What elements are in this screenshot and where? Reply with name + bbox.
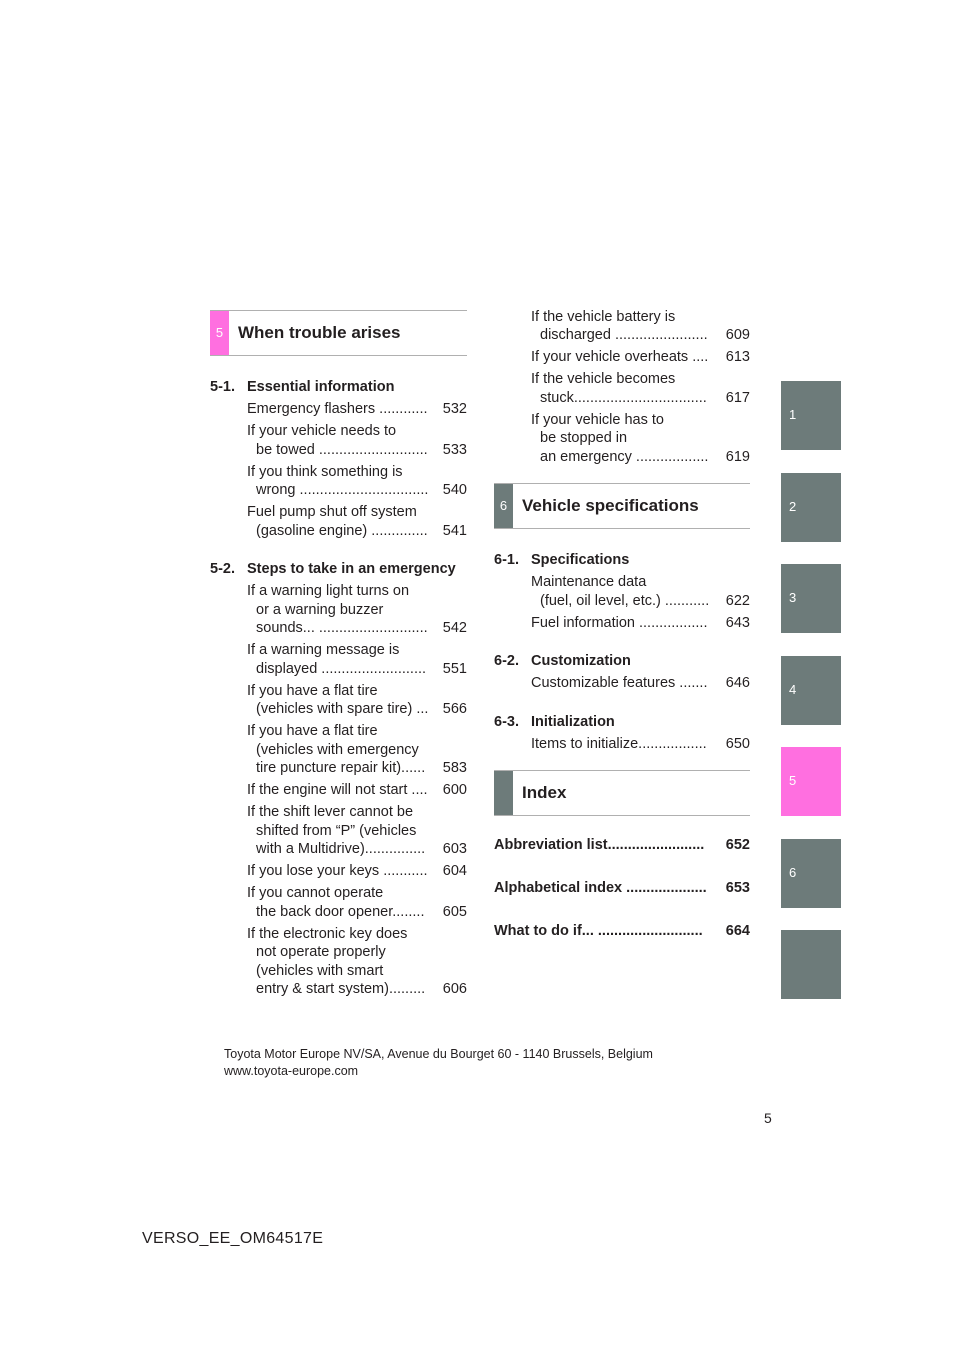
toc-entry-line: If the vehicle becomes	[531, 371, 676, 387]
toc-entry-text	[247, 862, 433, 881]
group-number: 6-1.	[494, 552, 519, 568]
toc-column-left	[210, 310, 467, 999]
section-title-6: Vehicle specifications	[522, 495, 699, 515]
chapter-tab[interactable]	[781, 930, 841, 999]
toc-entry[interactable]	[247, 722, 467, 778]
chapter-tab-label: 1	[789, 407, 797, 422]
index-entry[interactable]	[494, 922, 750, 941]
toc-entry[interactable]	[247, 884, 467, 921]
toc-group-5-1	[210, 378, 467, 540]
toc-group-5-2-continued	[494, 308, 750, 467]
toc-entry-line: If you think something is	[247, 463, 403, 480]
toc-entry-text	[531, 674, 716, 693]
toc-entry-line: Maintenance data	[531, 574, 647, 590]
group-title: Customization	[531, 653, 631, 669]
chapter-tab-label: 5	[789, 773, 797, 788]
chapter-tab-label: 6	[789, 864, 797, 880]
toc-entry-page: 643	[725, 614, 750, 631]
toc-entry-page: 551	[442, 660, 467, 677]
toc-entry-page: 650	[725, 735, 750, 752]
toc-entry-text	[247, 803, 433, 859]
toc-entry-page: 566	[442, 701, 467, 717]
group-number: 5-1.	[210, 379, 235, 395]
group-heading	[494, 551, 750, 570]
toc-entry-text	[247, 503, 433, 540]
publisher-website[interactable]: www.toyota-europe.com	[224, 1064, 359, 1078]
toc-entry-line: be towed ...........................	[256, 441, 428, 458]
toc-entry-line: If you cannot operate	[247, 885, 384, 901]
group-title: Specifications	[531, 552, 630, 568]
toc-entry-line: shifted from “P” (vehicles	[256, 822, 417, 839]
toc-entry-line: If the electronic key does	[247, 925, 408, 942]
toc-entry-line: wrong ................................	[256, 482, 429, 498]
group-heading	[494, 652, 750, 671]
toc-entry-line: If a warning light turns on	[247, 583, 410, 599]
index-entry-page: 664	[725, 923, 750, 939]
toc-entry-page: 646	[725, 675, 750, 691]
toc-entry[interactable]	[247, 503, 467, 540]
index-entry-text: What to do if... ..........................	[494, 923, 703, 939]
toc-entry[interactable]	[247, 641, 467, 678]
chapter-tab-label: 4	[789, 681, 797, 697]
toc-entry-line: be stopped in	[540, 430, 628, 446]
toc-group-6-3	[494, 713, 750, 754]
toc-entry-page: 532	[442, 401, 467, 417]
toc-entry-text	[531, 308, 716, 345]
toc-entry-line: the back door opener........	[256, 903, 425, 920]
toc-entry[interactable]	[247, 422, 467, 459]
chapter-tab[interactable]	[781, 839, 841, 908]
toc-entry-text	[531, 411, 716, 467]
toc-entry[interactable]	[247, 862, 467, 881]
section-title-index: Index	[522, 782, 567, 802]
toc-entry-text	[247, 722, 433, 778]
toc-entry[interactable]	[247, 400, 467, 419]
index-entry-page: 653	[725, 880, 750, 896]
toc-entry[interactable]	[247, 463, 467, 500]
group-number: 6-2.	[494, 653, 519, 669]
toc-entry-line: not operate properly	[256, 944, 386, 960]
group-number: 6-3.	[494, 713, 519, 730]
toc-entry-line: If your vehicle has to	[531, 411, 664, 428]
toc-entry-line: (vehicles with spare tire) ...	[256, 701, 429, 717]
section-tab-index	[494, 771, 513, 815]
toc-entry-line: Customizable features .......	[531, 675, 708, 691]
chapter-tab-label: 3	[789, 590, 797, 605]
toc-entry-line: (vehicles with smart	[256, 962, 384, 979]
toc-entry-line: If the shift lever cannot be	[247, 804, 414, 820]
toc-entry-page: 606	[442, 981, 467, 997]
chapter-tab[interactable]	[781, 564, 841, 633]
toc-entry-line: Items to initialize.................	[531, 735, 707, 752]
toc-entry-page: 605	[442, 903, 467, 920]
toc-entry-page: 541	[442, 522, 467, 539]
index-entry-text: Alphabetical index ....................	[494, 880, 707, 896]
section-tab-6: 6	[494, 484, 513, 528]
section-header-index[interactable]	[494, 770, 750, 816]
toc-entry-line: tire puncture repair kit)......	[256, 760, 426, 776]
toc-entry-text	[531, 348, 716, 367]
toc-entry-text	[247, 463, 433, 500]
toc-entry-line: Emergency flashers ............	[247, 401, 428, 417]
index-entry[interactable]	[494, 836, 750, 855]
toc-entry-line: If you have a flat tire	[247, 723, 378, 739]
toc-entry[interactable]	[531, 674, 750, 693]
document-code: VERSO_EE_OM64517E	[142, 1230, 324, 1247]
toc-entry-page: 540	[442, 482, 467, 498]
toc-entry-line: displayed ..........................	[256, 660, 427, 677]
toc-entry[interactable]	[531, 735, 750, 754]
toc-entry-line: an emergency ..................	[540, 448, 709, 465]
toc-entry[interactable]	[247, 803, 467, 859]
toc-entry-text	[531, 573, 716, 610]
toc-entry-line: or a warning buzzer	[256, 601, 384, 618]
toc-entry[interactable]	[531, 614, 750, 633]
toc-entry-page: 617	[725, 389, 750, 406]
toc-entry-line: (vehicles with emergency	[256, 741, 419, 758]
toc-entry[interactable]	[531, 573, 750, 610]
group-heading	[210, 560, 467, 579]
toc-entry-line: sounds... ...........................	[256, 620, 428, 636]
group-title: Essential information	[247, 379, 395, 395]
group-title: Steps to take in an emergency	[247, 561, 456, 577]
toc-entry-line: stuck.................................	[540, 389, 707, 406]
toc-entry-line: If a warning message is	[247, 642, 400, 658]
toc-entry-text	[531, 370, 716, 407]
chapter-tab[interactable]	[781, 473, 841, 542]
toc-entry-page: 622	[725, 592, 750, 609]
toc-entry-text	[531, 614, 716, 633]
toc-entry-page: 613	[725, 349, 750, 365]
index-entry-list	[494, 836, 750, 941]
toc-entry-text	[247, 884, 433, 921]
publisher-footer	[224, 1046, 653, 1080]
toc-entry-line: If you lose your keys ...........	[247, 863, 428, 879]
toc-entry-line: discharged .......................	[540, 327, 708, 343]
toc-entry-line: (gasoline engine) ..............	[256, 522, 428, 539]
chapter-tab[interactable]	[781, 381, 841, 450]
index-entry-page: 652	[725, 837, 750, 853]
toc-entry-text	[531, 735, 716, 754]
toc-entry-text	[247, 781, 433, 800]
toc-entry[interactable]	[531, 370, 750, 407]
chapter-tab[interactable]	[781, 747, 841, 816]
toc-entry-page: 609	[725, 327, 750, 343]
publisher-address: Toyota Motor Europe NV/SA, Avenue du Bourget 60 - 1140 Brussels, Belgium	[224, 1047, 653, 1061]
toc-entry-page: 603	[442, 841, 467, 857]
section-header-5[interactable]	[210, 310, 467, 356]
chapter-tab-label: 2	[789, 498, 797, 514]
toc-entry-line: If your vehicle overheats ....	[531, 349, 709, 365]
toc-entry[interactable]	[531, 308, 750, 345]
toc-entry-page: 600	[442, 782, 467, 798]
toc-entry-line: (fuel, oil level, etc.) ...........	[540, 592, 710, 609]
toc-entry[interactable]	[531, 348, 750, 367]
group-heading	[494, 713, 750, 732]
index-entry[interactable]	[494, 879, 750, 898]
section-tab-5: 5	[210, 311, 229, 355]
toc-entry-text	[247, 682, 433, 719]
toc-entry-page: 533	[442, 441, 467, 458]
toc-entry[interactable]	[247, 682, 467, 719]
section-title-5: When trouble arises	[238, 322, 401, 342]
toc-entry-line: If the engine will not start ....	[247, 782, 428, 798]
toc-entry-text	[247, 400, 433, 419]
toc-entry-page: 583	[442, 760, 467, 776]
toc-entry-line: If you have a flat tire	[247, 682, 378, 699]
toc-entry-page: 619	[725, 448, 750, 465]
page-number: 5	[764, 1110, 772, 1126]
group-title: Initialization	[531, 713, 615, 730]
toc-entry-text	[247, 582, 433, 638]
toc-entry-page: 542	[442, 620, 467, 636]
toc-entry-text	[247, 422, 433, 459]
toc-entry-text	[247, 641, 433, 678]
toc-entry-page: 604	[442, 863, 467, 879]
toc-entry[interactable]	[247, 925, 467, 999]
toc-entry-line: Fuel information .................	[531, 614, 708, 631]
group-number: 5-2.	[210, 561, 235, 577]
toc-entry-line: with a Multidrive)...............	[256, 841, 426, 857]
toc-entry-line: entry & start system).........	[256, 981, 426, 997]
toc-column-right	[494, 304, 750, 941]
chapter-tab[interactable]	[781, 656, 841, 725]
toc-group-6-1	[494, 551, 750, 632]
toc-entry-line: Fuel pump shut off system	[247, 504, 417, 520]
toc-entry[interactable]	[531, 411, 750, 467]
group-heading	[210, 378, 467, 397]
toc-entry-line: If the vehicle battery is	[531, 308, 676, 325]
section-header-6[interactable]	[494, 483, 750, 529]
toc-entry[interactable]	[247, 781, 467, 800]
index-entry-text: Abbreviation list........................	[494, 837, 705, 853]
toc-entry[interactable]	[247, 582, 467, 638]
toc-entry-line: If your vehicle needs to	[247, 423, 397, 439]
toc-group-5-2	[210, 560, 467, 999]
toc-group-6-2	[494, 652, 750, 693]
toc-entry-text	[247, 925, 433, 999]
